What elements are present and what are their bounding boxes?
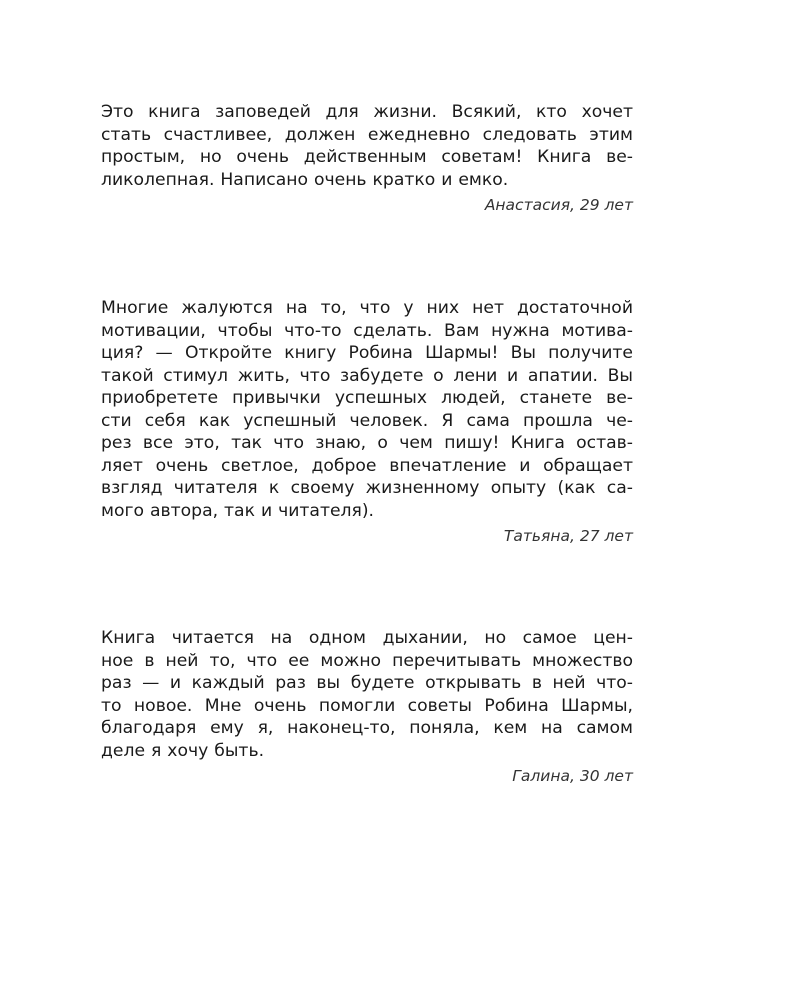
review-line: благодаря ему я, наконец-то, поняла, кем на самом bbox=[101, 718, 633, 738]
review-line: ное в ней то, что ее можно перечитывать множество bbox=[101, 650, 633, 671]
review-line: ликолепная. Написано очень кратко и емко. bbox=[101, 169, 509, 190]
review-line: рез все это, так что знаю, о чем пишу! Книга остав- bbox=[101, 433, 633, 453]
review-line: такой стимул жить, что забудете о лени и апатии. Вы bbox=[101, 365, 633, 386]
review-line: сти себя как успешный человек. Я сама прошла че- bbox=[101, 410, 633, 431]
review-author: Татьяна, 27 лет bbox=[503, 527, 633, 545]
review-line: ция? — Откройте книгу Робина Шармы! Вы получите bbox=[101, 343, 633, 363]
review-line: мого автора, так и читателя). bbox=[101, 500, 375, 521]
review-author: Анастасия, 29 лет bbox=[484, 196, 633, 214]
review-text bbox=[101, 627, 633, 762]
review-line: ляет очень светлое, доброе впечатление и обращает bbox=[101, 455, 633, 476]
review-line: деле я хочу быть. bbox=[101, 740, 265, 761]
review-block bbox=[101, 101, 633, 215]
review-author: Галина, 30 лет bbox=[512, 767, 633, 785]
review-line: мотивации, чтобы что-то сделать. Вам нужна мотива- bbox=[101, 320, 633, 341]
review-line: приобретете привычки успешных людей, станете ве- bbox=[101, 388, 633, 408]
review-line: взгляд читателя к своему жизненному опыту (как са- bbox=[101, 478, 633, 498]
review-line: Это книга заповедей для жизни. Всякий, кто хочет bbox=[101, 102, 633, 122]
review-text bbox=[101, 101, 633, 191]
review-line: раз — и каждый раз вы будете открывать в ней что- bbox=[101, 673, 633, 693]
review-line: Многие жалуются на то, что у них нет достаточной bbox=[101, 298, 633, 318]
review-line: Книга читается на одном дыхании, но самое цен- bbox=[101, 628, 633, 648]
review-line: простым, но очень действенным советам! Книга ве- bbox=[101, 147, 633, 167]
review-block bbox=[101, 627, 633, 786]
review-block bbox=[101, 297, 633, 546]
review-line: стать счастливее, должен ежедневно следовать этим bbox=[101, 124, 633, 145]
review-text bbox=[101, 297, 633, 522]
review-line: то новое. Мне очень помогли советы Робина Шармы, bbox=[101, 695, 633, 716]
